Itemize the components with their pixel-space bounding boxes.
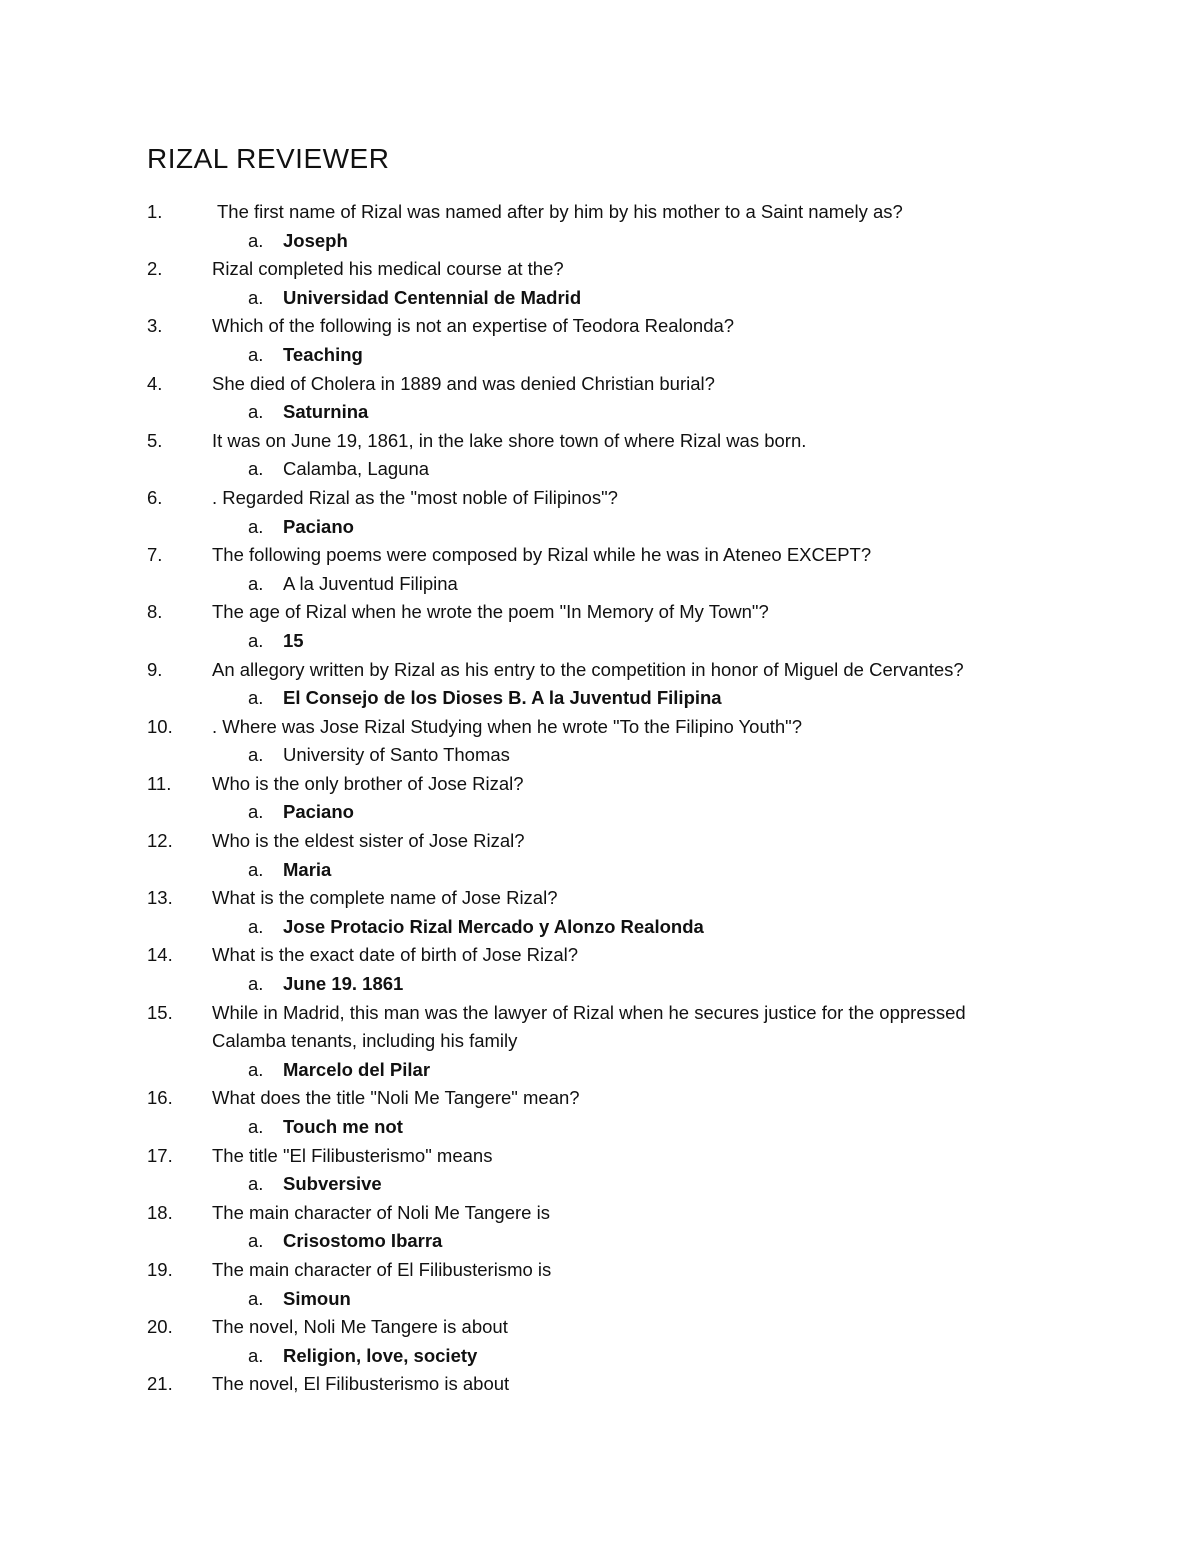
answer-letter: a.	[248, 286, 264, 308]
question-number: 1.	[147, 201, 163, 222]
question-item	[0, 484, 1200, 513]
answer-item	[0, 627, 1200, 656]
question-item	[0, 884, 1200, 913]
question-number: 16.	[147, 1087, 173, 1109]
question-item	[0, 198, 1200, 227]
answer-item	[0, 341, 1200, 370]
answer-text: June 19. 1861	[283, 973, 404, 995]
question-number: 12.	[147, 830, 173, 852]
question-number: 18.	[147, 1201, 173, 1223]
answer-letter: a.	[248, 801, 264, 823]
answer-item	[0, 1170, 1200, 1199]
answer-item	[0, 970, 1200, 999]
question-item	[0, 541, 1200, 570]
answer-item	[0, 1056, 1200, 1085]
question-number: 9.	[147, 658, 163, 680]
answer-text: Touch me not	[283, 1116, 403, 1137]
answer-text: Simoun	[283, 1287, 351, 1309]
question-number: 6.	[147, 486, 163, 508]
question-number: 20.	[147, 1316, 173, 1338]
question-text: What is the exact date of birth of Jose Rizal?	[212, 944, 579, 966]
question-text: . Where was Jose Rizal Studying when he wrote "To the Filipino Youth"?	[212, 715, 803, 737]
answer-text: Crisostomo Ibarra	[283, 1230, 443, 1252]
answer-letter: a.	[248, 858, 264, 880]
answer-text: Paciano	[283, 801, 354, 823]
answer-letter: a.	[248, 1116, 264, 1137]
question-number: 21.	[147, 1373, 173, 1395]
answer-text: Joseph	[283, 229, 348, 251]
question-item	[0, 1256, 1200, 1285]
answer-letter: a.	[248, 744, 264, 766]
answer-text: Paciano	[283, 515, 354, 537]
question-number: 5.	[147, 429, 163, 451]
answer-letter: a.	[248, 1344, 264, 1366]
answer-text: Subversive	[283, 1173, 382, 1195]
answer-item	[0, 1113, 1200, 1142]
question-text: She died of Cholera in 1889 and was denied Christian burial?	[212, 372, 715, 394]
answer-letter: a.	[248, 572, 264, 594]
question-number: 4.	[147, 372, 163, 394]
answer-item	[0, 798, 1200, 827]
answer-letter: a.	[248, 229, 264, 251]
question-item	[0, 827, 1200, 856]
answer-letter: a.	[248, 973, 264, 995]
question-text: The first name of Rizal was named after by him by his mother to a Saint namely as?	[217, 201, 903, 222]
answer-letter: a.	[248, 1173, 264, 1195]
question-number: 2.	[147, 258, 163, 280]
answer-text: Maria	[283, 858, 332, 880]
question-item	[0, 427, 1200, 456]
question-text: While in Madrid, this man was the lawyer of Rizal when he secures justice for the oppressed Calamba tenants, including his family	[212, 1001, 966, 1052]
answer-item	[0, 284, 1200, 313]
question-item	[0, 999, 1200, 1056]
answer-letter: a.	[248, 515, 264, 537]
question-text: . Regarded Rizal as the "most noble of Filipinos"?	[212, 486, 618, 508]
answer-text: Universidad Centennial de Madrid	[283, 286, 582, 308]
question-text: Which of the following is not an expertise of Teodora Realonda?	[212, 315, 735, 337]
answer-text: Religion, love, society	[283, 1344, 478, 1366]
question-item	[0, 1142, 1200, 1171]
answer-letter: a.	[248, 343, 264, 365]
answer-text: University of Santo Thomas	[283, 744, 510, 766]
answer-text: A la Juventud Filipina	[283, 572, 458, 594]
answer-letter: a.	[248, 1287, 264, 1309]
question-item	[0, 1370, 1200, 1399]
answer-text: Calamba, Laguna	[283, 458, 430, 480]
answer-item	[0, 856, 1200, 885]
question-item	[0, 1313, 1200, 1342]
question-item	[0, 770, 1200, 799]
answer-letter: a.	[248, 915, 264, 937]
question-item	[0, 370, 1200, 399]
question-text: An allegory written by Rizal as his entry to the competition in honor of Miguel de Cervantes?	[212, 658, 964, 680]
answer-letter: a.	[248, 458, 264, 480]
answer-text: El Consejo de los Dioses B. A la Juventud Filipina	[283, 687, 722, 709]
question-item	[0, 713, 1200, 742]
answer-text: 15	[283, 629, 304, 651]
answer-text: Teaching	[283, 343, 363, 365]
question-number: 7.	[147, 544, 163, 566]
question-number: 10.	[147, 715, 173, 737]
question-item	[0, 656, 1200, 685]
answer-item	[0, 455, 1200, 484]
question-text: The following poems were composed by Rizal while he was in Ateneo EXCEPT?	[212, 544, 872, 566]
question-text: Who is the only brother of Jose Rizal?	[212, 772, 524, 794]
question-text: What is the complete name of Jose Rizal?	[212, 887, 558, 909]
answer-letter: a.	[248, 1058, 264, 1080]
answer-item	[0, 741, 1200, 770]
question-text: Who is the eldest sister of Jose Rizal?	[212, 830, 525, 852]
question-item	[0, 941, 1200, 970]
question-item	[0, 1084, 1200, 1113]
question-number: 11.	[147, 772, 172, 794]
answer-letter: a.	[248, 687, 264, 709]
question-number: 8.	[147, 601, 163, 623]
answer-item	[0, 227, 1200, 256]
question-number: 13.	[147, 887, 173, 909]
question-number: 14.	[147, 944, 173, 966]
question-item	[0, 1199, 1200, 1228]
answer-item	[0, 1342, 1200, 1371]
question-item	[0, 598, 1200, 627]
answer-letter: a.	[248, 401, 264, 423]
answer-letter: a.	[248, 629, 264, 651]
question-text: Rizal completed his medical course at the?	[212, 258, 564, 280]
question-number: 19.	[147, 1258, 173, 1280]
answer-letter: a.	[248, 1230, 264, 1252]
question-text: The novel, Noli Me Tangere is about	[212, 1316, 508, 1338]
answer-item	[0, 1285, 1200, 1314]
question-item	[0, 312, 1200, 341]
question-text: The age of Rizal when he wrote the poem "In Memory of My Town"?	[212, 601, 769, 623]
question-text: The main character of El Filibusterismo is	[212, 1258, 552, 1280]
question-text: It was on June 19, 1861, in the lake shore town of where Rizal was born.	[212, 429, 807, 451]
question-text: The title "El Filibusterismo" means	[212, 1144, 493, 1166]
question-item	[0, 255, 1200, 284]
answer-text: Jose Protacio Rizal Mercado y Alonzo Realonda	[283, 915, 704, 937]
question-number: 15.	[147, 1001, 173, 1023]
question-number: 17.	[147, 1144, 173, 1166]
question-text: What does the title "Noli Me Tangere" mean?	[212, 1087, 580, 1109]
answer-item	[0, 913, 1200, 942]
question-list	[0, 198, 1200, 1399]
answer-text: Marcelo del Pilar	[283, 1058, 431, 1080]
answer-item	[0, 684, 1200, 713]
answer-text: Saturnina	[283, 401, 369, 423]
answer-item	[0, 398, 1200, 427]
question-text: The novel, El Filibusterismo is about	[212, 1373, 510, 1395]
page-title: RIZAL REVIEWER	[147, 143, 390, 174]
question-number: 3.	[147, 315, 163, 337]
answer-item	[0, 513, 1200, 542]
question-text: The main character of Noli Me Tangere is	[212, 1201, 550, 1223]
answer-item	[0, 1227, 1200, 1256]
answer-item	[0, 570, 1200, 599]
